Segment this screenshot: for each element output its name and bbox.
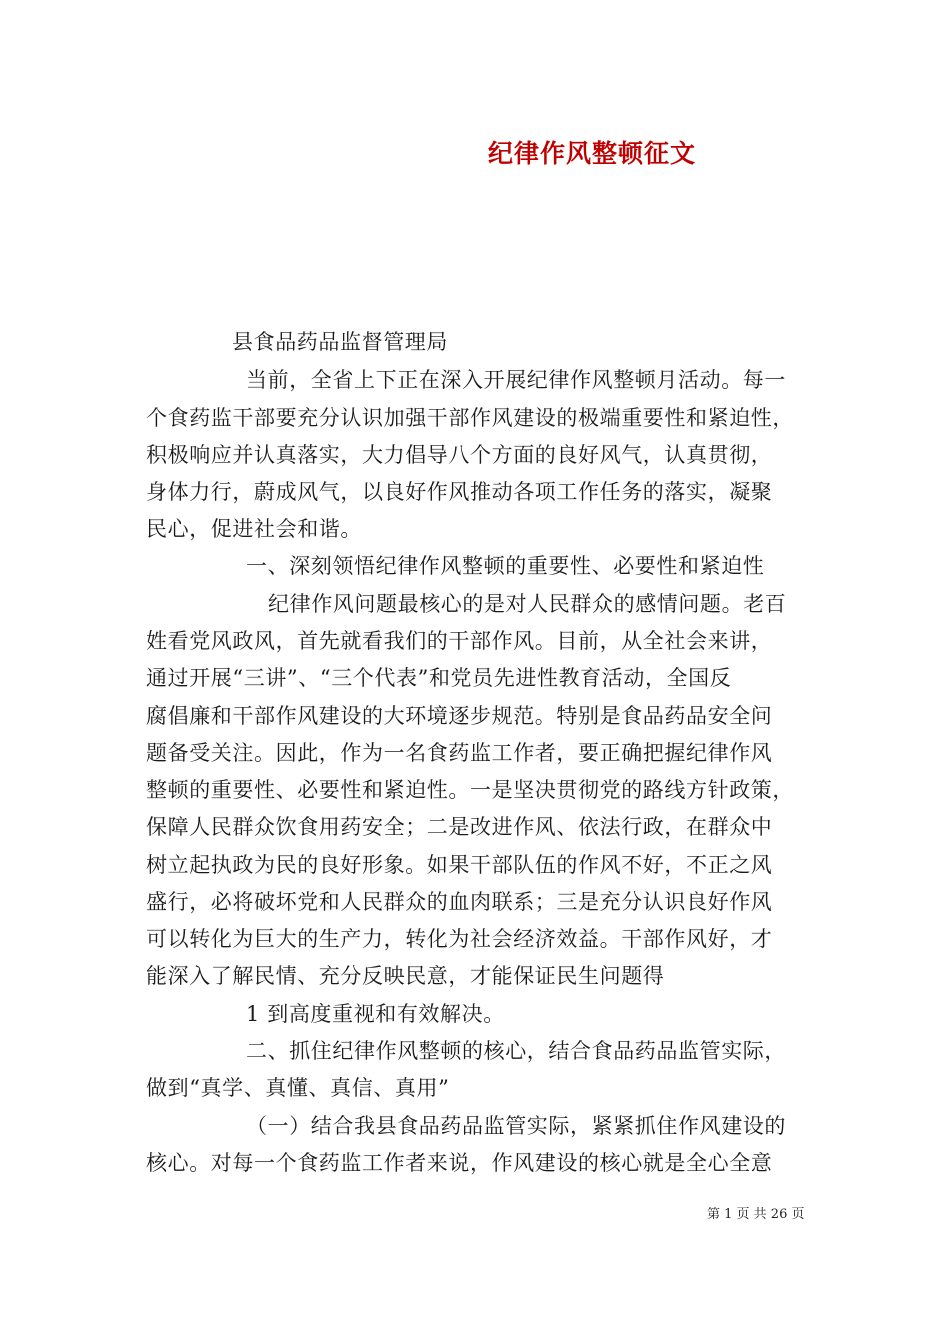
author-line: 县食品药品监督管理局 — [232, 330, 448, 354]
paragraph-line: 腐倡廉和干部作风建设的大环境逐步规范。特别是食品药品安全问 — [146, 704, 773, 728]
paragraph-line: 盛行，必将破坏党和人民群众的血肉联系；三是充分认识良好作风 — [146, 890, 773, 914]
paragraph-line: 积极响应并认真落实，大力倡导八个方面的良好风气，认真贯彻， — [146, 443, 773, 467]
paragraph-line: 民心，促进社会和谐。 — [146, 517, 362, 541]
document-title: 纪律作风整顿征文 — [488, 139, 697, 168]
paragraph-line: 个食药监干部要充分认识加强干部作风建设的极端重要性和紧迫性， — [146, 406, 794, 430]
paragraph-line: 保障人民群众饮食用药安全；二是改进作风、依法行政，在群众中 — [146, 815, 773, 839]
paragraph-line: 可以转化为巨大的生产力，转化为社会经济效益。干部作风好，才 — [146, 927, 773, 951]
paragraph-line: 纪律作风问题最核心的是对人民群众的感情问题。老百 — [268, 592, 787, 616]
paragraph-line: 题备受关注。因此，作为一名食药监工作者，要正确把握纪律作风 — [146, 741, 773, 765]
section-heading: 一、深刻领悟纪律作风整顿的重要性、必要性和紧迫性 — [246, 554, 765, 578]
paragraph-line: 能深入了解民情、充分反映民意，才能保证民生问题得 — [146, 964, 665, 988]
page-number: 第 1 页 共 26 页 — [707, 1207, 805, 1222]
paragraph-line: （一）结合我县食品药品监管实际，紧紧抓住作风建设的 — [246, 1114, 786, 1138]
paragraph-line: 通过开展“三讲”、“三个代表”和党员先进性教育活动，全国反 — [146, 666, 732, 690]
paragraph-line: 姓看党风政风，首先就看我们的干部作风。目前，从全社会来讲， — [146, 629, 773, 653]
paragraph-line: 核心。对每一个食药监工作者来说，作风建设的核心就是全心全意 — [146, 1151, 773, 1175]
paragraph-line: 当前，全省上下正在深入开展纪律作风整顿月活动。每一 — [246, 368, 786, 392]
paragraph-line: 整顿的重要性、必要性和紧迫性。一是坚决贯彻党的路线方针政策， — [146, 778, 794, 802]
section-heading: 做到“真学、真懂、真信、真用” — [146, 1076, 450, 1100]
paragraph-line: 1 到高度重视和有效解决。 — [246, 1002, 505, 1026]
section-heading: 二、抓住纪律作风整顿的核心，结合食品药品监管实际， — [246, 1039, 786, 1063]
paragraph-line: 身体力行，蔚成风气，以良好作风推动各项工作任务的落实，凝聚 — [146, 480, 773, 504]
paragraph-line: 树立起执政为民的良好形象。如果干部队伍的作风不好，不正之风 — [146, 853, 773, 877]
